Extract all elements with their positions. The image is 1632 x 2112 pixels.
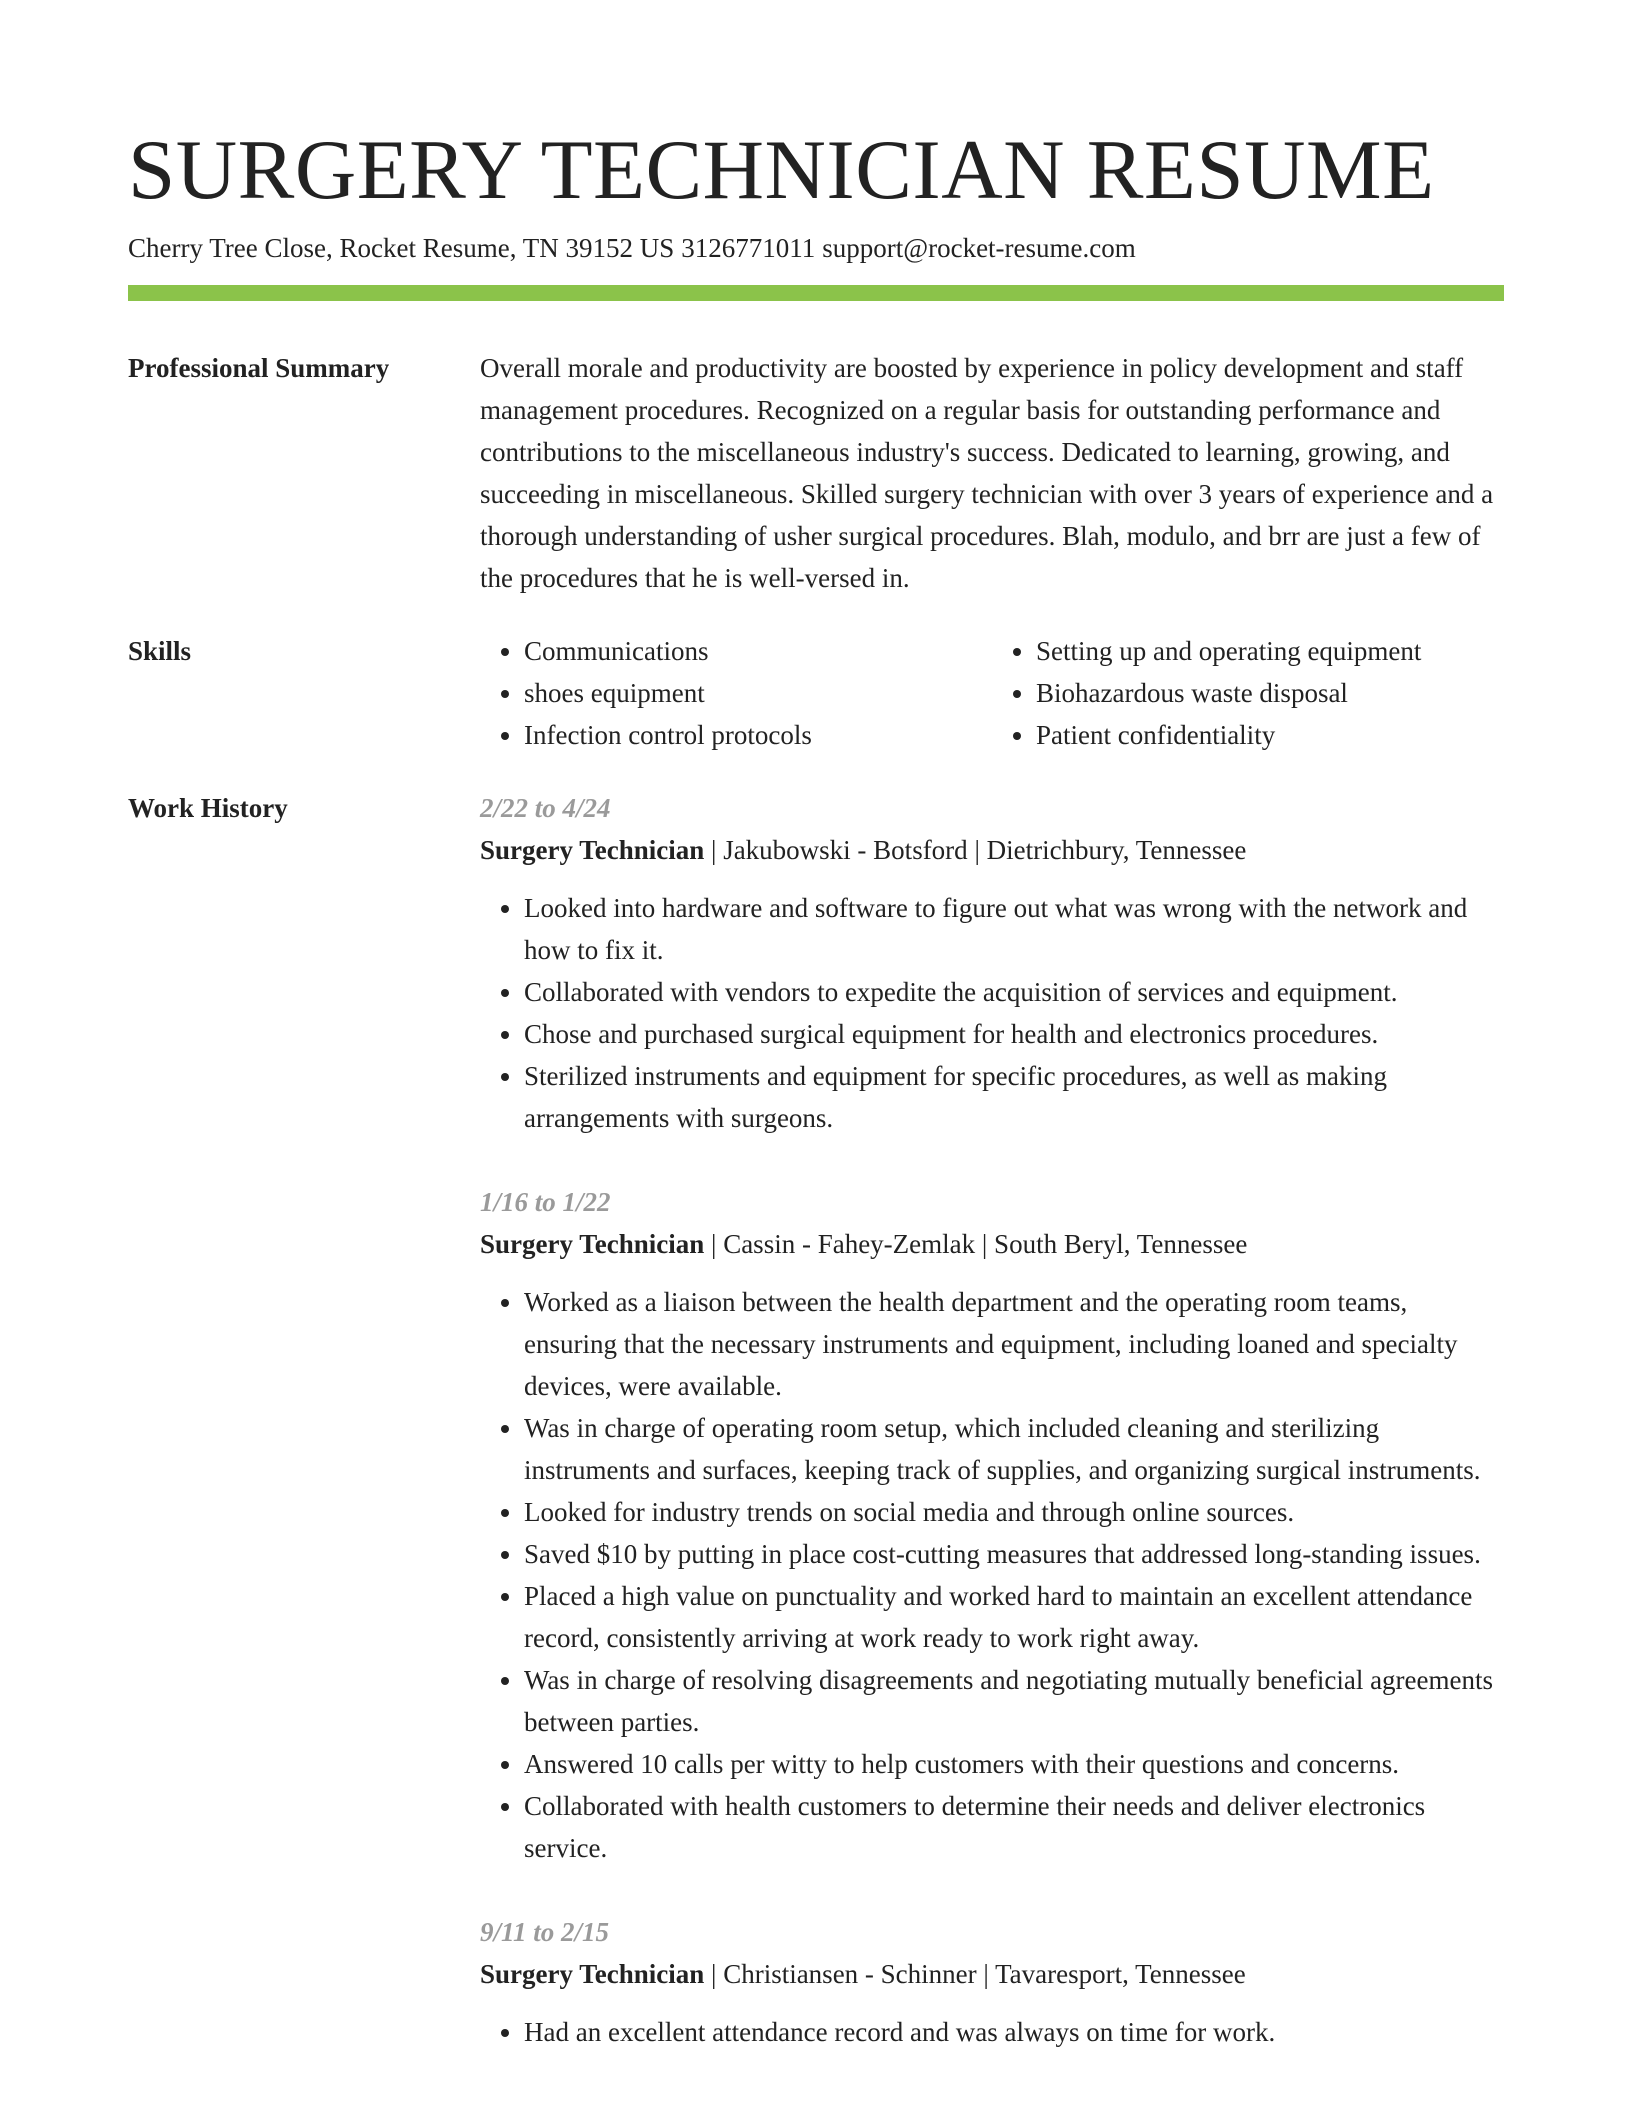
skill-item: • Infection control protocols [524, 714, 992, 756]
skill-item: • Patient confidentiality [1036, 714, 1504, 756]
summary-text: Overall morale and productivity are boosted by experience in policy development and staff management procedures. Recognized on a regular basis for outstanding performance and contributions to the miscellaneous industry's success. Dedicated to learning, growing, and succeeding in miscellaneous. Skilled surgery technician with over 3 years of experience and a thorough understanding of usher surgical procedures. Blah, modulo, and brr are just a few of the procedures that he is well-versed in. [480, 353, 1494, 593]
summary-heading: Professional Summary [128, 353, 390, 383]
job-dates: 2/22 to 4/24 [480, 793, 611, 823]
job-header [480, 1223, 1504, 1265]
job-separator: | [975, 1229, 995, 1259]
job-bullet: • Saved $10 by putting in place cost-cutting measures that addressed long-standing issues. [524, 1533, 1504, 1575]
job-title: Surgery Technician [480, 1959, 705, 1989]
summary-body [480, 347, 1504, 599]
job-location: Dietrichbury, Tennessee [986, 835, 1247, 865]
job-bullet: • Chose and purchased surgical equipment for health and electronics procedures. [524, 1013, 1504, 1055]
job-entry [480, 1911, 1504, 2053]
header-divider [128, 285, 1504, 301]
skill-item: • shoes equipment [524, 672, 992, 714]
work-history-body [480, 787, 1504, 2095]
contact-phone: 3126771011 [681, 233, 816, 263]
job-bullet: • Collaborated with health customers to determine their needs and deliver electronics service. [524, 1785, 1504, 1869]
job-company: Jakubowski - Botsford [723, 835, 968, 865]
job-title: Surgery Technician [480, 1229, 705, 1259]
skill-item: • Setting up and operating equipment [1036, 630, 1504, 672]
contact-address: Cherry Tree Close, Rocket Resume, TN 39152 US [128, 233, 675, 263]
job-dates: 1/16 to 1/22 [480, 1187, 611, 1217]
job-separator: | [704, 1229, 724, 1259]
skills-body [480, 630, 1504, 756]
job-bullet: • Was in charge of operating room setup, which included cleaning and sterilizing instruments and surfaces, keeping track of supplies, and organizing surgical instruments. [524, 1407, 1504, 1491]
job-bullet: • Was in charge of resolving disagreements and negotiating mutually beneficial agreements between parties. [524, 1659, 1504, 1743]
job-title: Surgery Technician [480, 835, 705, 865]
job-entry [480, 1181, 1504, 1869]
job-separator: | [976, 1959, 996, 1989]
skill-item: • Communications [524, 630, 992, 672]
skill-item: • Biohazardous waste disposal [1036, 672, 1504, 714]
page-title: SURGERY TECHNICIAN RESUME [128, 123, 1435, 217]
work-history-heading: Work History [128, 793, 288, 823]
job-bullet: • Placed a high value on punctuality and worked hard to maintain an excellent attendance record, consistently arriving at work ready to work right away. [524, 1575, 1504, 1659]
job-entry [480, 787, 1504, 1139]
job-separator: | [704, 1959, 724, 1989]
job-bullet: • Looked for industry trends on social media and through online sources. [524, 1491, 1504, 1533]
job-bullet: • Had an excellent attendance record and was always on time for work. [524, 2011, 1504, 2053]
job-header [480, 1953, 1504, 1995]
skills-list-right [992, 630, 1504, 756]
job-dates: 9/11 to 2/15 [480, 1917, 610, 1947]
job-separator: | [967, 835, 987, 865]
job-bullet: • Answered 10 calls per witty to help customers with their questions and concerns. [524, 1743, 1504, 1785]
job-bullet: • Collaborated with vendors to expedite the acquisition of services and equipment. [524, 971, 1504, 1013]
job-company: Cassin - Fahey-Zemlak [723, 1229, 976, 1259]
job-bullets [480, 2011, 1504, 2053]
skills-list-left [480, 630, 992, 756]
job-location: South Beryl, Tennessee [994, 1229, 1248, 1259]
skills-heading: Skills [128, 636, 192, 666]
job-bullet: • Sterilized instruments and equipment for specific procedures, as well as making arrangements with surgeons. [524, 1055, 1504, 1139]
job-company: Christiansen - Schinner [723, 1959, 977, 1989]
job-location: Tavaresport, Tennessee [995, 1959, 1246, 1989]
contact-email: support@rocket-resume.com [822, 233, 1136, 263]
job-bullet: • Worked as a liaison between the health department and the operating room teams, ensuring that the necessary instruments and equipment, including loaned and specialty devices, were available. [524, 1281, 1504, 1407]
job-separator: | [704, 835, 724, 865]
job-bullets [480, 887, 1504, 1139]
contact-line [128, 230, 1136, 266]
job-bullets [480, 1281, 1504, 1869]
job-bullet: • Looked into hardware and software to figure out what was wrong with the network and how to fix it. [524, 887, 1504, 971]
job-header [480, 829, 1504, 871]
